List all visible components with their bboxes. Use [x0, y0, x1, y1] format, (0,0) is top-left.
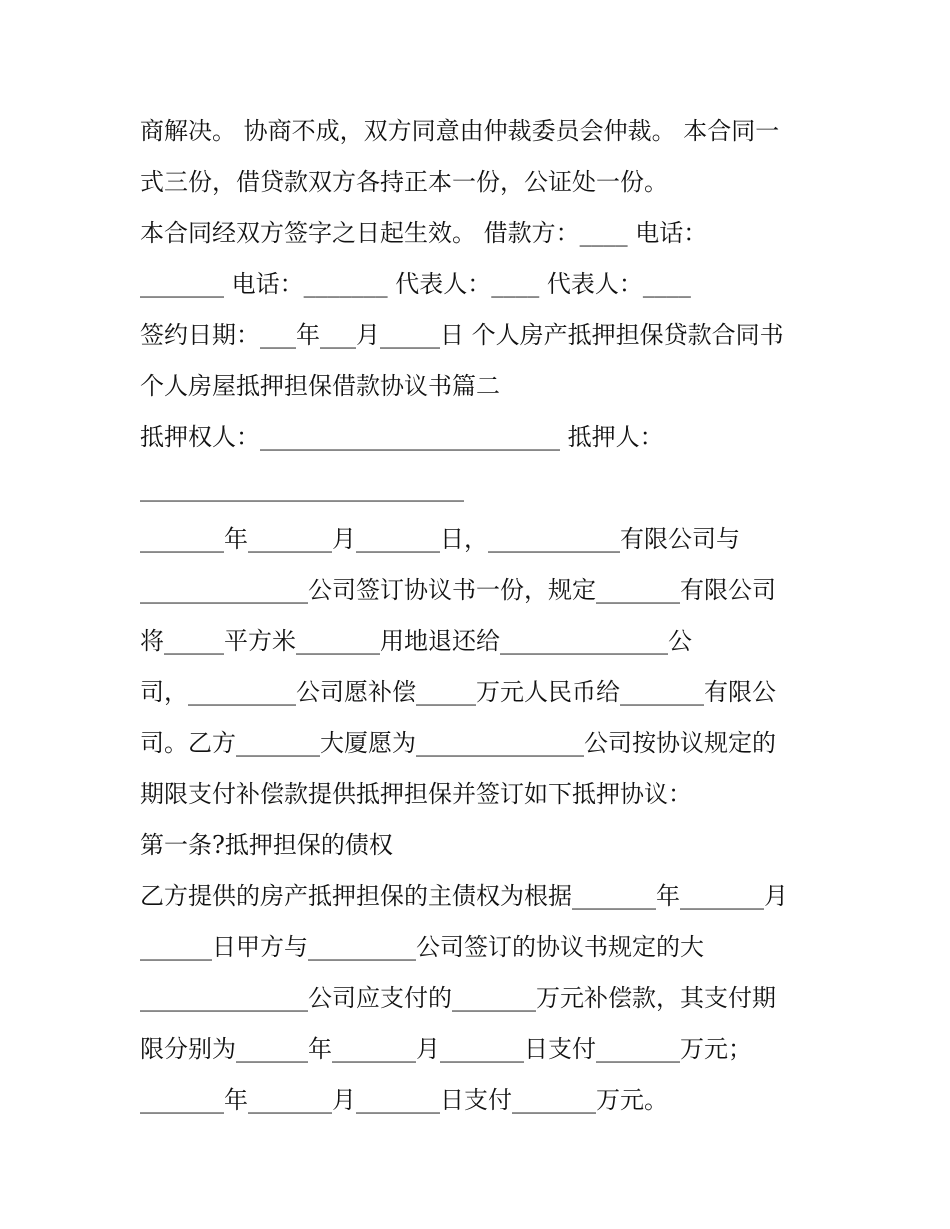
text-line: 将_____平方米_______用地退还给______________公 [140, 627, 692, 655]
text-line: 司。乙方_______大厦愿为______________公司按协议规定的 [140, 729, 776, 757]
text-line: 抵押权人：_________________________ 抵押人： [140, 423, 664, 451]
text-line: ___________________________ [140, 474, 464, 502]
text-line: 签约日期：___年___月_____日 个人房产抵押担保贷款合同书 [140, 321, 784, 349]
text-line: 式三份，借贷款双方各持正本一份，公证处一份。 [140, 168, 668, 196]
text-line: 乙方提供的房产抵押担保的主债权为根据_______年_______月 [140, 882, 788, 910]
text-line: ______________公司应支付的_______万元补偿款，其支付期 [140, 984, 776, 1012]
text-line: 期限支付补偿款提供抵押担保并签订如下抵押协议： [140, 780, 692, 808]
text-line: _______年_______月_______日支付_______万元。 [140, 1086, 668, 1114]
text-line: ______________公司签订协议书一份，规定_______有限公司 [140, 576, 776, 604]
section-title: 个人房屋抵押担保借款协议书篇二 [140, 372, 500, 400]
text-line: ______日甲方与_________公司签订的协议书规定的大 [140, 933, 704, 961]
document-body [140, 106, 820, 1126]
text-line: 限分别为______年_______月_______日支付_______万元； [140, 1035, 752, 1063]
text-line: 商解决。 协商不成，双方同意由仲裁委员会仲裁。 本合同一 [140, 117, 780, 145]
text-line: 本合同经双方签字之日起生效。 借款方：____ 电话： [140, 219, 708, 247]
article-heading: 第一条?抵押担保的债权 [140, 831, 393, 859]
text-line: _______ 电话：_______ 代表人：____ 代表人：____ [140, 270, 691, 298]
text-line: _______年_______月_______日，___________有限公司与 [140, 525, 740, 553]
text-line: 司，_________公司愿补偿_____万元人民币给_______有限公 [140, 678, 776, 706]
